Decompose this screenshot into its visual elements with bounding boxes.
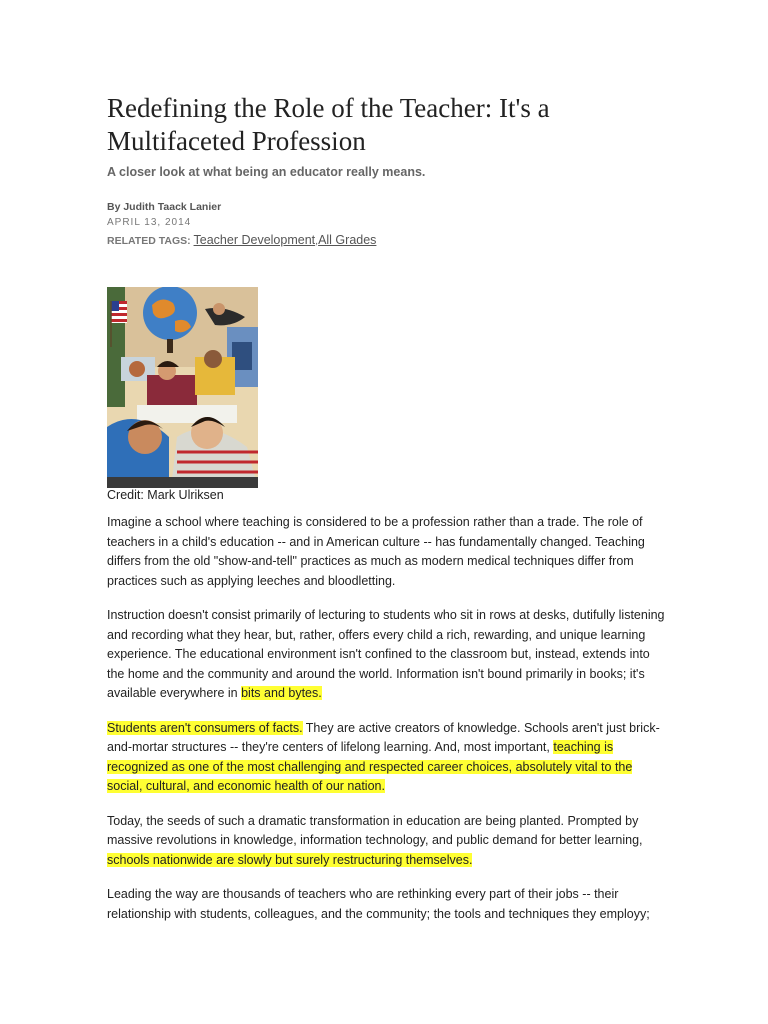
article-body [107, 513, 667, 939]
highlight-consumers-of-facts: Students aren't consumers of facts. [107, 720, 303, 735]
paragraph-1: Imagine a school where teaching is considered to be a profession rather than a trade. The role of teachers in a child's education -- and in American culture -- has fundamentally changed. Teaching differs from the old "show-and-tell" practices as much as modern medical techniques differ from practices such as applying leeches and bloodletting. [107, 515, 645, 588]
tag-separator: , [315, 235, 319, 247]
paragraph-2 [107, 606, 667, 704]
paragraph-3 [107, 719, 667, 797]
paragraph-4 [107, 812, 667, 871]
paragraph-3-text: They are active creators of knowledge. Schools aren't just brick-and-mortar structures -- they're centers of lifelong learning. And, most important, [107, 720, 660, 754]
highlight-teaching-recognized: teaching is recognized as one of the most challenging and respected career choices, absolutely vital to the social, cultural, and economic health of our nation. [107, 740, 633, 793]
tag-link-teacher-development[interactable]: Teacher Development [193, 233, 316, 247]
related-tags [107, 233, 376, 247]
tag-link-all-grades[interactable]: All Grades [318, 233, 377, 247]
article-subtitle: A closer look at what being an educator really means. [107, 165, 426, 179]
article-illustration [107, 287, 258, 488]
byline: By Judith Taack Lanier [107, 201, 222, 213]
paragraph-2-text: Instruction doesn't consist primarily of lecturing to students who sit in rows at desks, dutifully listening and recording what they hear, but, rather, offers every child a rich, rewarding, and unique learning experience. The educational environment isn't confined to the classroom but, instead, extends into the home and the community and around the world. Information isn't bound primarily in books; it's available everywhere in [107, 608, 665, 700]
related-tags-label: RELATED TAGS: [107, 235, 191, 247]
paragraph-4-text: Today, the seeds of such a dramatic transformation in education are being planted. Prompted by massive revolutions in knowledge, information technology, and public demand for better learning, [107, 813, 643, 847]
highlight-bits-and-bytes: bits and bytes. [241, 686, 322, 700]
classroom-illustration-image [107, 287, 258, 488]
article-title: Redefining the Role of the Teacher: It's a Multifaceted Profession [107, 93, 550, 156]
paragraph-5: Leading the way are thousands of teachers who are rethinking every part of their jobs -- their relationship with students, colleagues, and the community; the tools and techniques they employy; [107, 887, 650, 921]
highlight-schools-restructuring: schools nationwide are slowly but surely restructuring themselves. [107, 852, 473, 867]
image-credit: Credit: Mark Ulriksen [107, 488, 224, 502]
publish-date: APRIL 13, 2014 [107, 217, 192, 228]
